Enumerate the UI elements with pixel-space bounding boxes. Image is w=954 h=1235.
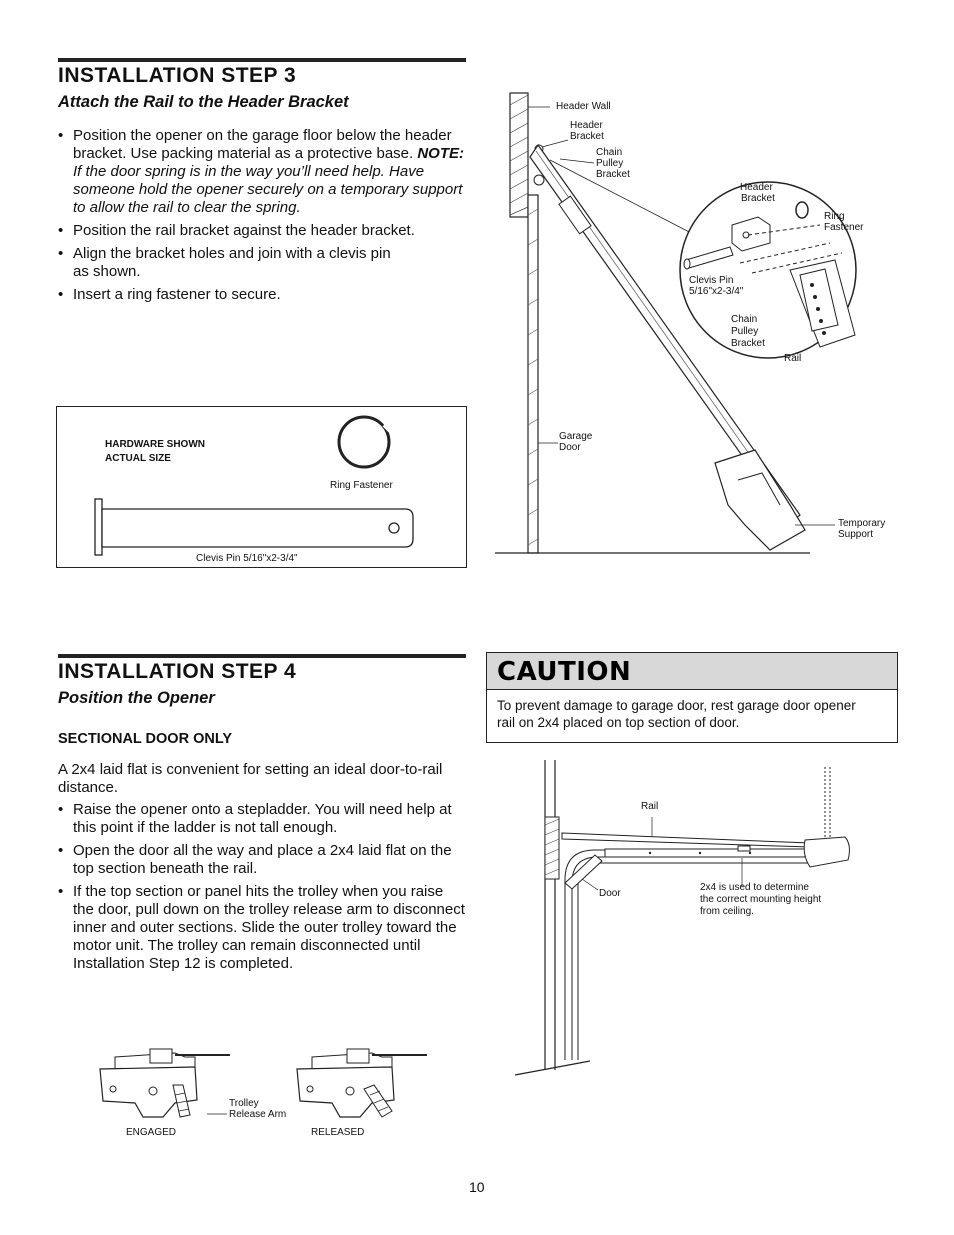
- detail-label-chain-pulley-1: Chain: [731, 314, 758, 325]
- hardware-heading-line2: ACTUAL SIZE: [105, 453, 171, 464]
- detail-label-ring-fastener-2: Fastener: [824, 222, 864, 233]
- step3-instructions: [58, 127, 468, 309]
- label-temporary-support-2: Support: [838, 529, 874, 540]
- label-trolley-release-2: Release Arm: [229, 1109, 287, 1120]
- ring-fastener-label: Ring Fastener: [330, 480, 393, 491]
- step4-intro: A 2x4 laid flat is convenient for setting an ideal door-to-rail distance.: [58, 761, 443, 796]
- label-chain-pulley-3: Bracket: [596, 169, 630, 180]
- step4-instructions: [58, 761, 468, 978]
- rail-header-bracket-diagram: [490, 85, 910, 565]
- detail-label-ring-fastener-1: Ring: [824, 211, 845, 222]
- label-header-bracket-2: Bracket: [570, 131, 604, 142]
- label-temporary-support-1: Temporary: [838, 518, 886, 529]
- label-2x4-line2: the correct mounting height: [700, 894, 822, 905]
- clevis-pin-label: Clevis Pin 5/16"x2-3/4": [196, 553, 298, 564]
- hardware-actual-size-box: [56, 406, 467, 568]
- detail-label-rail: Rail: [784, 353, 802, 364]
- trolley-released-illustration: [292, 1045, 442, 1125]
- step3-title: INSTALLATION STEP 3: [58, 64, 297, 87]
- caution-title: CAUTION: [497, 657, 632, 687]
- step4-bullet-1: • Raise the opener onto a stepladder. You will need help at this point if the ladder is not tall enough.: [58, 801, 468, 837]
- label-garage-door-1: Garage: [559, 431, 593, 442]
- detail-label-header-bracket-1: Header: [740, 182, 773, 193]
- label-2x4-line3: from ceiling.: [700, 906, 754, 917]
- step3-top-rule: [58, 58, 466, 62]
- step4-bullet-3: • If the top section or panel hits the trolley when you raise the door, pull down on the trolley release arm to disconnect inner and outer sections. Slide the outer trolley toward the motor unit. The trolley can remain disconnected until Installation Step 12 is completed.: [58, 883, 468, 973]
- label-released: RELEASED: [311, 1127, 365, 1138]
- clevis-pin-illustration: [57, 407, 466, 567]
- caution-text: To prevent damage to garage door, rest garage door opener rail on 2x4 placed on top section of door.: [497, 698, 856, 730]
- detail-label-header-bracket-2: Bracket: [741, 193, 775, 204]
- step4-top-rule: [58, 654, 466, 658]
- step3-bullet-2: • Position the rail bracket against the header bracket.: [58, 222, 468, 240]
- step4-section-heading: SECTIONAL DOOR ONLY: [58, 731, 233, 747]
- label-rail: Rail: [641, 801, 659, 812]
- detail-label-clevis-pin-1: Clevis Pin: [689, 275, 734, 286]
- caution-box: [486, 652, 898, 743]
- label-2x4-line1: 2x4 is used to determine: [700, 882, 809, 893]
- label-chain-pulley-1: Chain: [596, 147, 623, 158]
- detail-label-chain-pulley-3: Bracket: [731, 338, 765, 349]
- page-number: 10: [469, 1179, 485, 1195]
- label-chain-pulley-2: Pulley: [596, 158, 624, 169]
- label-garage-door-2: Door: [559, 442, 581, 453]
- label-header-wall: Header Wall: [556, 101, 611, 112]
- label-engaged: ENGAGED: [126, 1127, 177, 1138]
- caution-header: [487, 653, 897, 690]
- step3-bullet-1: • Position the opener on the garage floor below the header bracket. Use packing material as a protective base. NOTE: If the door spring is in the way you’ll need help. Have someone hold the opener securely on a temporary support to allow the rail to clear the spring.: [58, 127, 468, 217]
- detail-label-clevis-pin-2: 5/16"x2-3/4": [689, 286, 744, 297]
- step3-bullet-3: • Align the bracket holes and join with a clevis pin as shown.: [58, 245, 468, 281]
- step4-bullet-2: • Open the door all the way and place a 2x4 laid flat on the top section beneath the rail.: [58, 842, 468, 878]
- door-rail-2x4-diagram: [510, 755, 870, 1085]
- step4-subtitle: Position the Opener: [58, 689, 215, 707]
- label-header-bracket-1: Header: [570, 120, 603, 131]
- detail-label-chain-pulley-2: Pulley: [731, 326, 759, 337]
- step3-bullet-4: • Insert a ring fastener to secure.: [58, 286, 468, 304]
- step3-subtitle: Attach the Rail to the Header Bracket: [58, 93, 349, 111]
- hardware-heading-line1: HARDWARE SHOWN: [105, 439, 205, 450]
- step4-title: INSTALLATION STEP 4: [58, 660, 297, 683]
- label-trolley-release-1: Trolley: [229, 1098, 259, 1109]
- label-door: Door: [599, 888, 621, 899]
